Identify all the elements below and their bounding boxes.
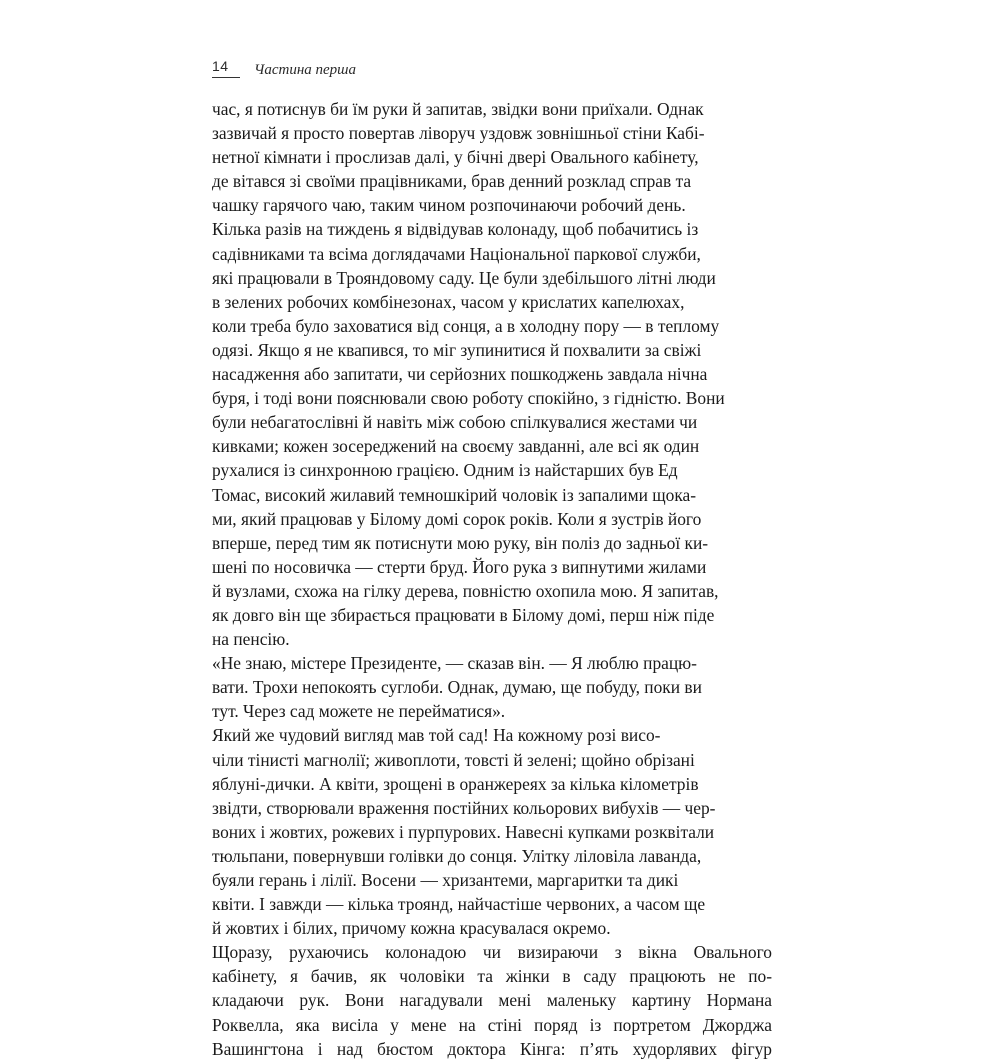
paragraph: Щоразу, рухаючись колонадою чи визираючи з вікна Овального кабінету, я бачив, як чоловіки та жінки в саду працюють не по- кладаючи рук. Вони нагадували мені маленьку картину Нормана Роквелла, яка висіла у мене на стіні поряд із портретом Джорджа Вашингтона і над бюстом доктора Кінга: п’ять худорлявих фігур	[212, 942, 772, 1059]
page-number: 14	[212, 58, 229, 74]
section-title: Частина перша	[254, 62, 356, 78]
paragraph: Кілька разів на тиждень я відвідував колонаду, щоб побачитись із садівниками та всіма доглядачами Національної паркової служби, які працювали в Трояндовому саду. Це були здебільшого літні люди в зелених робочих комбінезонах, часом у крислатих капелюхах, коли треба було заховатися від сонця, а в холодну пору — в теплому одязі. Якщо я не квапився, то міг зупинитися й похвалити за свіжі насадження або запитати, чи серйозних пошкоджень завдала нічна буря, і тоді вони пояснювали свою роботу спокійно, з гідністю. Вони були небагатослівні й навіть між собою спілкувалися жестами чи кивками; кожен зосереджений на своєму завданні, але всі як один рухалися із синхронною грацією. Одним із найстарших був Ед Томас, високий жилавий темношкірий чоловік із запалими щока- ми, який працював у Білому домі сорок років. Коли я зустрів його вперше, перед тим як потиснути мою руку, він поліз до задньої ки- шені по носовичка — стерти бруд. Його рука з випнутими жилами й вузлами, схожа на гілку дерева, повністю охопила мою. Я запитав, як довго він ще збирається працювати в Білому домі, перш ніж піде на пенсію.	[212, 219, 725, 650]
header-rule	[212, 77, 240, 78]
running-head	[212, 58, 772, 82]
paragraph: «Не знаю, містере Президенте, — сказав він. — Я люблю працю- вати. Трохи непокоять суглоби. Однак, думаю, ще побуду, поки ви тут. Через сад можете не перейматися».	[212, 653, 702, 722]
paragraph: Який же чудовий вигляд мав той сад! На кожному розі висо- чіли тінисті магнолії; живоплоти, товсті й зелені; щойно обрізані яблуні-дички. А квіти, зрощені в оранжереях за кілька кілометрів звідти, створювали враження постійних кольорових вибухів — чер- воних і жовтих, рожевих і пурпурових. Навесні купками розквітали тюльпани, повернувши голівки до сонця. Улітку ліловіла лаванда, буяли герань і лілії. Восени — хризантеми, маргаритки та дикі квіти. І завжди — кілька троянд, найчастіше червоних, а часом ще й жовтих і білих, причому кожна красувалася окремо.	[212, 725, 716, 939]
body-text	[212, 97, 772, 1061]
paragraph: час, я потиснув би їм руки й запитав, звідки вони приїхали. Однак зазвичай я просто повертав ліворуч уздовж зовнішньої стіни Кабі- нетної кімнати і прослизав далі, у бічні двері Овального кабінету, де вітався зі своїми працівниками, брав денний розклад справ та чашку гарячого чаю, таким чином розпочинаючи робочий день.	[212, 99, 705, 216]
